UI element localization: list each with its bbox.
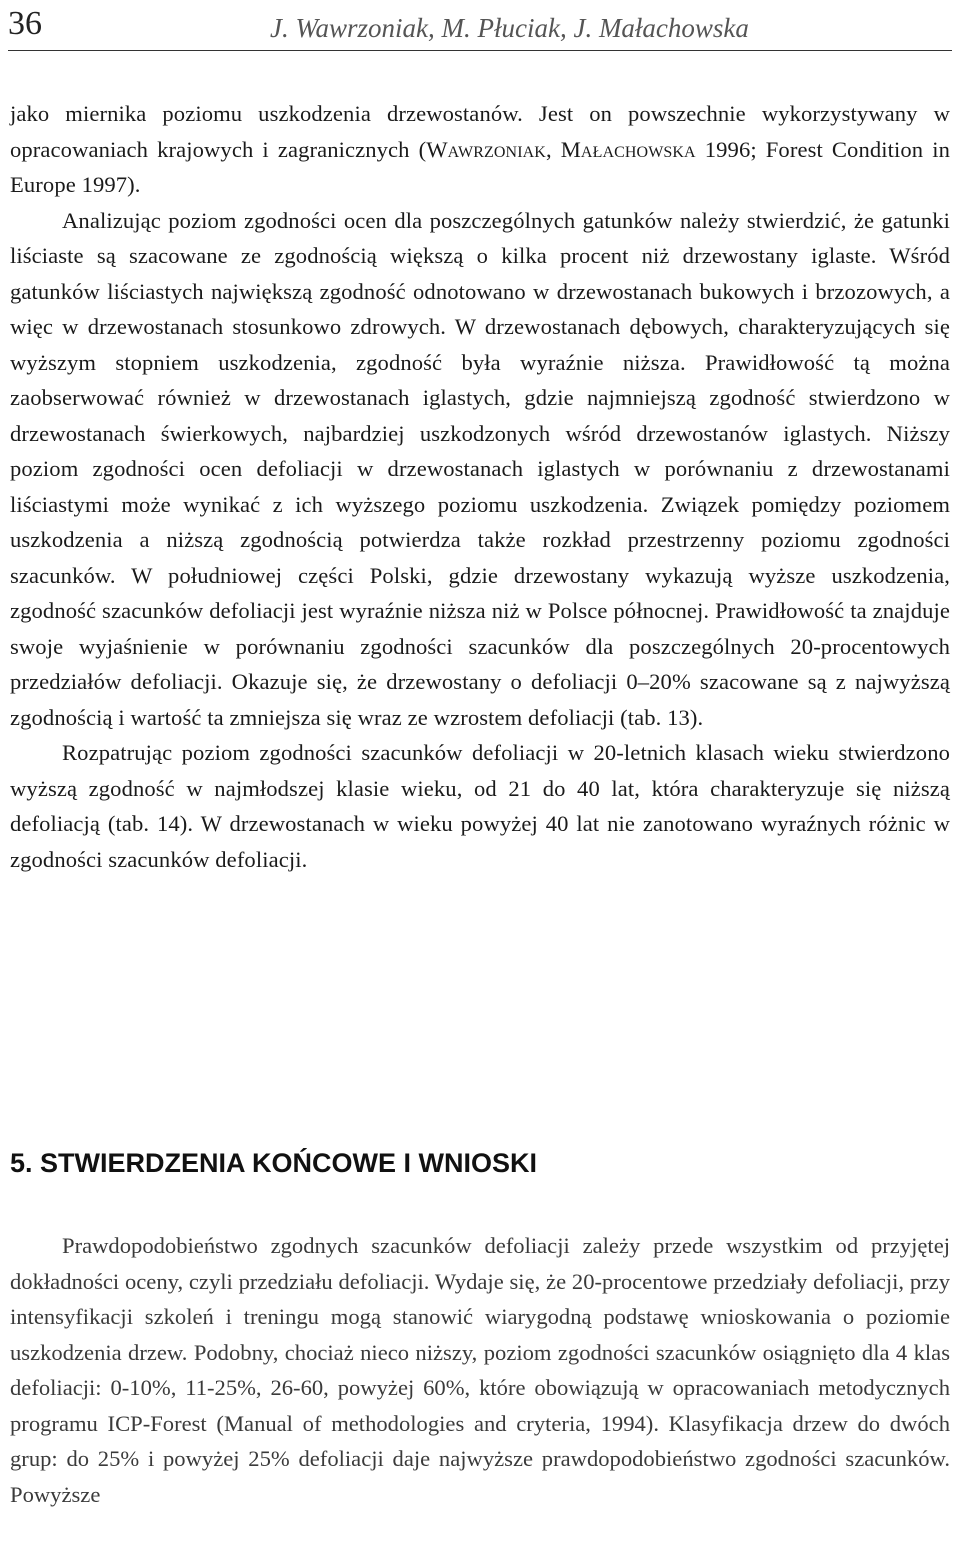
paragraph-text: jako miernika poziomu uszkodzenia drzewostanów. Jest on powszechnie wykorzystywany w opracowaniach krajowych i zagranicznych ( [10, 101, 950, 162]
section-body [10, 1228, 950, 1512]
paragraph: Rozpatrując poziom zgodności szacunków defoliacji w 20-letnich klasach wieku stwierdzono wyższą zgodność w najmłodszej klasie wieku, od 21 do 40 lat, która charakteryzuje się niższą defoliacją (tab. 14). W drzewostanach w wieku powyżej 40 lat nie zanotowano wyraźnych różnic w zgodności szacunków defoliacji. [10, 740, 950, 872]
running-head [8, 4, 948, 52]
paragraph-text: 1996; Forest Condition in Europe 1997). [10, 136, 950, 197]
paragraph: Prawdopodobieństwo zgodnych szacunków defoliacji zależy przede wszystkim od przyjętej dokładności oceny, czyli przedziału defoliacji. Wydaje się, że 20-procentowe przedziały defoliacji, przy intensyfikacji szkoleń i treningu mogą stanowić wiarygodną podstawę wnioskowania o poziomie uszkodzenia drzew. Podobny, chociaż nieco niższy, poziom zgodności szacunków osiągnięto dla 4 klas defoliacji: 0-10%, 11-25%, 26-60, powyżej 60%, które obowiązują w opracowaniach metodycznych programu ICP-Forest (Manual of methodologies and cryteria, 1994). Klasyfikacja drzew do dwóch grup: do 25% i powyżej 25% defoliacji daje najwyższe prawdopodobieństwo zgodności szacunków. Powyższe [10, 1233, 950, 1507]
running-head-authors: J. Wawrzoniak, M. Płuciak, J. Małachowska [270, 13, 749, 43]
section-heading: 5. STWIERDZENIA KOŃCOWE I WNIOSKI [10, 1148, 538, 1178]
paragraph-continuation [10, 96, 950, 203]
citation-authors: Wawrzoniak, Małachowska [426, 136, 696, 162]
paragraph: Analizując poziom zgodności ocen dla poszczególnych gatunków należy stwierdzić, że gatunki liściaste są szacowane ze zgodnością większą o kilka procent niż drzewostany iglaste. Wśród gatunków liściastych największą zgodność odnotowano w drzewostanach bukowych i brzozowych, a więc w drzewostanach stosunkowo zdrowych. W drzewostanach dębowych, charakteryzujących się wyższym stopniem uszkodzenia, zgodność była wyraźnie niższa. Prawidłowość tą można zaobserwować również w drzewostanach iglastych, gdzie najmniejszą zgodność stwierdzono w drzewostanach świerkowych, najbardziej uszkodzonych wśród drzewostanów iglastych. Niższy poziom zgodności ocen defoliacji w drzewostanach iglastych w porównaniu z drzewostanami liściastymi może wynikać z ich wyższego poziomu uszkodzenia. Związek pomiędzy poziomem uszkodzenia a niższą zgodnością potwierdza także rozkład przestrzenny poziomu zgodności szacunków. W południowej części Polski, gdzie drzewostany wykazują wyższe uszkodzenia, zgodność szacunków defoliacji jest wyraźnie niższa niż w Polsce północnej. Prawidłowość ta znajduje swoje wyjaśnienie w porównaniu zgodności szacunków dla poszczególnych 20-procentowych przedziałów defoliacji. Okazuje się, że drzewostany o defoliacji 0–20% szacowane są z najwyższą zgodnością i wartość ta zmniejsza się wraz ze wzrostem defoliacji (tab. 13). [10, 207, 950, 730]
page-number: 36 [8, 5, 42, 42]
header-divider [8, 50, 952, 51]
body-text [10, 96, 950, 877]
